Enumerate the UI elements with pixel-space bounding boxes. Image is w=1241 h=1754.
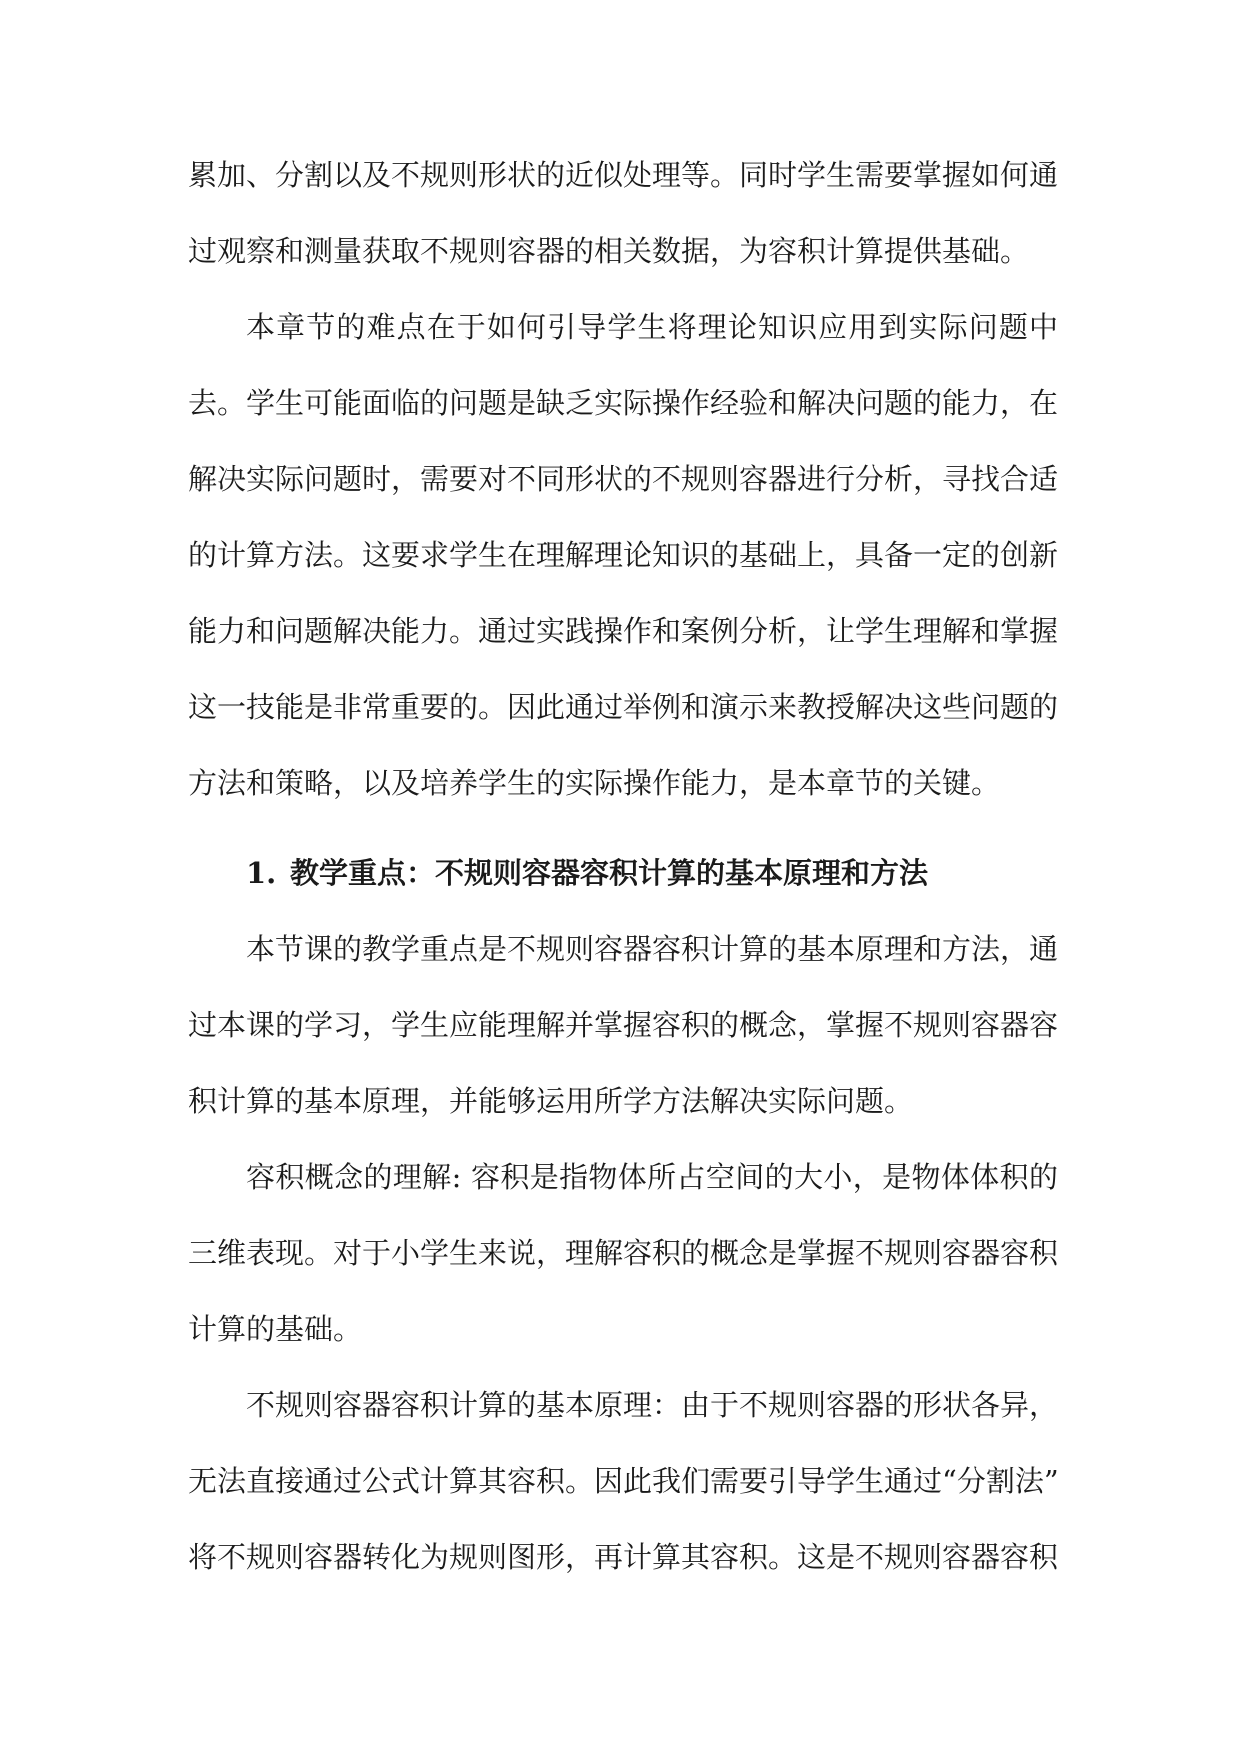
- text-line: 本节课的教学重点是不规则容器容积计算的基本原理和方法，通: [246, 932, 1059, 966]
- paragraph-5: [188, 1367, 1058, 1595]
- section-title: 教学重点：不规则容器容积计算的基本原理和方法: [290, 856, 929, 890]
- section-number: 1.: [246, 856, 277, 890]
- text-line: 无法直接通过公式计算其容积。因此我们需要引导学生通过“分割法”: [188, 1464, 1059, 1498]
- text-line: 将不规则容器转化为规则图形，再计算其容积。这是不规则容器容积: [188, 1540, 1059, 1574]
- paragraph-2: [188, 289, 1058, 821]
- text-line: 容积概念的理解: 容积是指物体所占空间的大小，是物体体积的: [246, 1160, 1058, 1194]
- text-line: 这一技能是非常重要的。因此通过举例和演示来教授解决这些问题的: [188, 690, 1059, 724]
- text-line: 方法和策略，以及培养学生的实际操作能力，是本章节的关键。: [188, 766, 1001, 800]
- text-line: 过观察和测量获取不规则容器的相关数据，为容积计算提供基础。: [188, 234, 1030, 268]
- text-line: 不规则容器容积计算的基本原理：由于不规则容器的形状各异，: [246, 1388, 1059, 1422]
- text-line: 的计算方法。这要求学生在理解理论知识的基础上，具备一定的创新: [188, 538, 1059, 572]
- body-text: [188, 137, 1058, 1595]
- text-line: 本章节的难点在于如何引导学生将理论知识应用到实际问题中: [246, 310, 1058, 344]
- text-line: 累加、分割以及不规则形状的近似处理等。同时学生需要掌握如何通: [188, 158, 1059, 192]
- text-line: 能力和问题解决能力。通过实践操作和案例分析，让学生理解和掌握: [188, 614, 1059, 648]
- text-line: 过本课的学习，学生应能理解并掌握容积的概念，掌握不规则容器容: [188, 1008, 1059, 1042]
- text-line: 计算的基础。: [188, 1312, 363, 1346]
- paragraph-1: [188, 137, 1058, 289]
- text-line: 积计算的基本原理，并能够运用所学方法解决实际问题。: [188, 1084, 914, 1118]
- text-line: 三维表现。对于小学生来说，理解容积的概念是掌握不规则容器容积: [188, 1236, 1059, 1270]
- text-line: 去。学生可能面临的问题是缺乏实际操作经验和解决问题的能力，在: [188, 386, 1059, 420]
- section-heading: [188, 835, 1058, 911]
- text-line: 解决实际问题时，需要对不同形状的不规则容器进行分析，寻找合适: [188, 462, 1059, 496]
- paragraph-4: [188, 1139, 1058, 1367]
- paragraph-3: [188, 911, 1058, 1139]
